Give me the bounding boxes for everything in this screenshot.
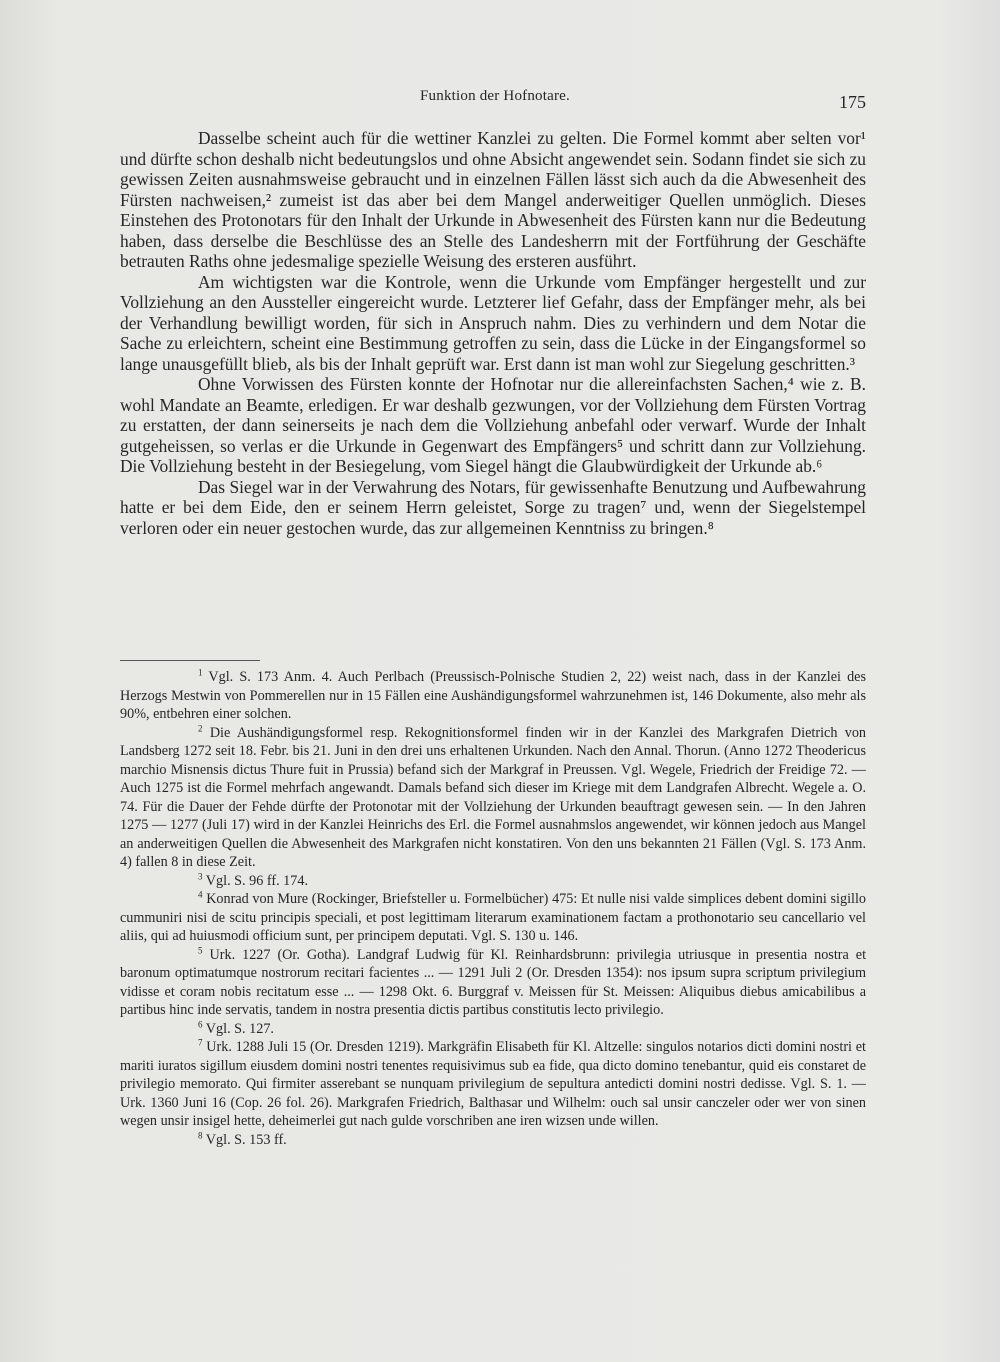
footnote-mark: 5 bbox=[198, 944, 203, 955]
footnote-divider bbox=[120, 660, 260, 661]
paragraph-1: Dasselbe scheint auch für die wettiner Kanzlei zu gelten. Die Formel kommt aber selten vor¹ und dürfte schon deshalb nicht bedeutungslos und ohne Absicht angewendet sein. Sodann findet sie sich zu gewissen Zeiten ausnahmsweise gebraucht und in einzelnen Fällen lässt sich auch da die Abwesenheit des Fürsten nachweisen,² zumeist ist das aber bei dem Mangel anderweitiger Quellen unmöglich. Dieses Einstehen des Protonotars für den Inhalt der Urkunde in Abwesenheit des Fürsten kann nur die Bedeutung haben, dass derselbe die Beschlüsse des an Stelle des Landesherrn mit der Fortführung der Geschäfte betrauten Raths ohne jedesmalige spezielle Weisung des ersteren ausführt. bbox=[120, 128, 866, 271]
footnote-text: Die Aushändigungsformel resp. Rekognitionsformel finden wir in der Kanzlei des Markgrafen Dietrich von Landsberg 1272 seit 18. Febr. bis 21. Juni in den drei uns erhaltenen Urkunden. Nach den Annal. Thorun. (Anno 1272 Theodericus marchio Misnensis dictus Thure fuit in Prussia) befand sich der Markgraf in Preussen. Vgl. Wegele, Friedrich der Freidige 72. — Auch 1275 ist die Formel mehrfach angewandt. Damals befand sich dieser im Kriege mit dem Landgrafen Albrecht. Wegele a. O. 74. Für die Dauer der Fehde dürfte der Protonotar mit der Vollziehung der Urkunden beauftragt gewesen sein. — In den Jahren 1275 — 1277 (Juli 17) wird in der Kanzlei Heinrichs des Erl. die Formel ausnahmslos angewendet, wir können jedoch aus Mangel an anderweitigen Quellen die Abwesenheit des Markgrafen nicht konstatiren. Von den uns bekannten 21 Fällen (Vgl. S. 173 Anm. 4) fallen 8 in diese Zeit. bbox=[120, 724, 867, 870]
footnote-mark: 6 bbox=[198, 1018, 203, 1029]
paragraph-3: Ohne Vorwissen des Fürsten konnte der Hofnotar nur die allereinfachsten Sachen,⁴ wie z. B. wohl Mandate an Beamte, erledigen. Er war deshalb gezwungen, vor der Vollziehung dem Fürsten Vortrag zu erstatten, der dann seinerseits je nach dem die Vollziehung anbefahl oder verwarf. Wurde der Inhalt gutgeheissen, so verlas er die Urkunde in Gegenwart des Empfängers⁵ und schritt dann zur Vollziehung. Die Vollziehung besteht in der Besiegelung, vom Siegel hängt die Glaubwürdigkeit der Urkunde ab.⁶ bbox=[120, 374, 866, 476]
footnote-2 bbox=[120, 724, 866, 872]
footnote-7 bbox=[120, 1038, 866, 1131]
footnote-1 bbox=[120, 668, 866, 724]
main-text bbox=[120, 128, 866, 538]
footnote-text: Urk. 1227 (Or. Gotha). Landgraf Ludwig für Kl. Reinhardsbrunn: privilegia utriusque in presentia nostra et baronum optimatumque nostrorum recitari facientes ... — 1291 Juli 2 (Or. Dresden 1354): nos ipsum supra scriptum privilegium vidisse et coram nobis recitatum esse ... — 1298 Okt. 6. Burggraf v. Meissen für St. Meissen: Aliquibus diebus amicabilibus a partibus hinc inde servatis, tandem in nostra presentia dictis partibus constitutis lecto privilegio. bbox=[120, 946, 867, 1018]
paragraph-4: Das Siegel war in der Verwahrung des Notars, für gewissenhafte Benutzung und Aufbewahrung hatte er bei dem Eide, den er seinem Herrn geleistet, Sorge zu tragen⁷ und, wenn der Siegelstempel verloren oder ein neuer gestochen wurde, das zur allgemeinen Kenntniss zu bringen.⁸ bbox=[120, 476, 866, 538]
footnote-text: Vgl. S. 173 Anm. 4. Auch Perlbach (Preussisch-Polnische Studien 2, 22) weist nach, dass in der Kanzlei des Herzogs Mestwin von Pommerellen nur in 15 Fällen eine Aushändigungsformel wahrzunehmen ist, 146 Dokumente, also mehr als 90%, entbehren einer solchen. bbox=[120, 669, 866, 722]
footnote-mark: 1 bbox=[198, 667, 203, 678]
paragraph-2: Am wichtigsten war die Kontrole, wenn die Urkunde vom Empfänger hergestellt und zur Vollziehung an den Aussteller eingereicht wurde. Letzterer lief Gefahr, dass der Empfänger mehr, als bei der Verhandlung bewilligt worden, für sich in Anspruch nahm. Dies zu verhindern und dem Notar die Sache zu erleichtern, scheint eine Bestimmung getroffen zu sein, dass die Lücke in der Eingangsformel so lange unausgefüllt blieb, als bis der Inhalt geprüft war. Erst dann ist man wohl zur Siegelung geschritten.³ bbox=[120, 271, 866, 374]
footnote-mark: 2 bbox=[198, 722, 203, 733]
footnote-8 bbox=[120, 1131, 866, 1150]
footnote-text: Konrad von Mure (Rockinger, Briefsteller u. Formelbücher) 475: Et nulle nisi valde simplices debent domini sigillo cummuniri nisi de scitu principis speciali, et post legittimam literarum examinationem factam a prothonotario seu cancellario vel aliis, qui ad huiusmodi officium sunt, per principem deputati. Vgl. S. 130 u. 146. bbox=[120, 891, 866, 944]
footnote-5 bbox=[120, 946, 866, 1020]
footnote-mark: 3 bbox=[198, 870, 203, 881]
page-number: 175 bbox=[839, 92, 866, 112]
footnote-text: Vgl. S. 96 ff. 174. bbox=[205, 872, 309, 889]
footnote-mark: 7 bbox=[198, 1037, 203, 1048]
footnote-text: Vgl. S. 127. bbox=[205, 1020, 274, 1037]
footnote-4 bbox=[120, 890, 866, 946]
footnote-6 bbox=[120, 1020, 866, 1039]
footnote-3 bbox=[120, 872, 866, 891]
footnote-text: Urk. 1288 Juli 15 (Or. Dresden 1219). Markgräfin Elisabeth für Kl. Altzelle: singulos notarios dicti domini nostri et mariti iuratos sigillum eiusdem domini nostri tenentes requisivimus sub ea fide, qua dicto domino tenebantur, quid eis constaret de privilegio memorato. Qui firmiter asserebant se nunquam privilegium de sepultura antedicti domini nostri dedisse. Vgl. S. 1. — Urk. 1360 Juni 16 (Cop. 26 fol. 26). Markgrafen Friedrich, Balthasar und Wilhelm: ouch sal unsir canczeler oder wer von sinen wegen unsir insigel hette, deheimerlei gut nach gulde vorschriben ane iren wizsen unde willen. bbox=[120, 1039, 866, 1129]
footnote-mark: 4 bbox=[198, 889, 203, 900]
footnote-mark: 8 bbox=[198, 1129, 203, 1140]
footnotes bbox=[120, 668, 866, 1149]
running-title: Funktion der Hofnotare. bbox=[420, 88, 570, 104]
footnote-text: Vgl. S. 153 ff. bbox=[205, 1131, 287, 1148]
